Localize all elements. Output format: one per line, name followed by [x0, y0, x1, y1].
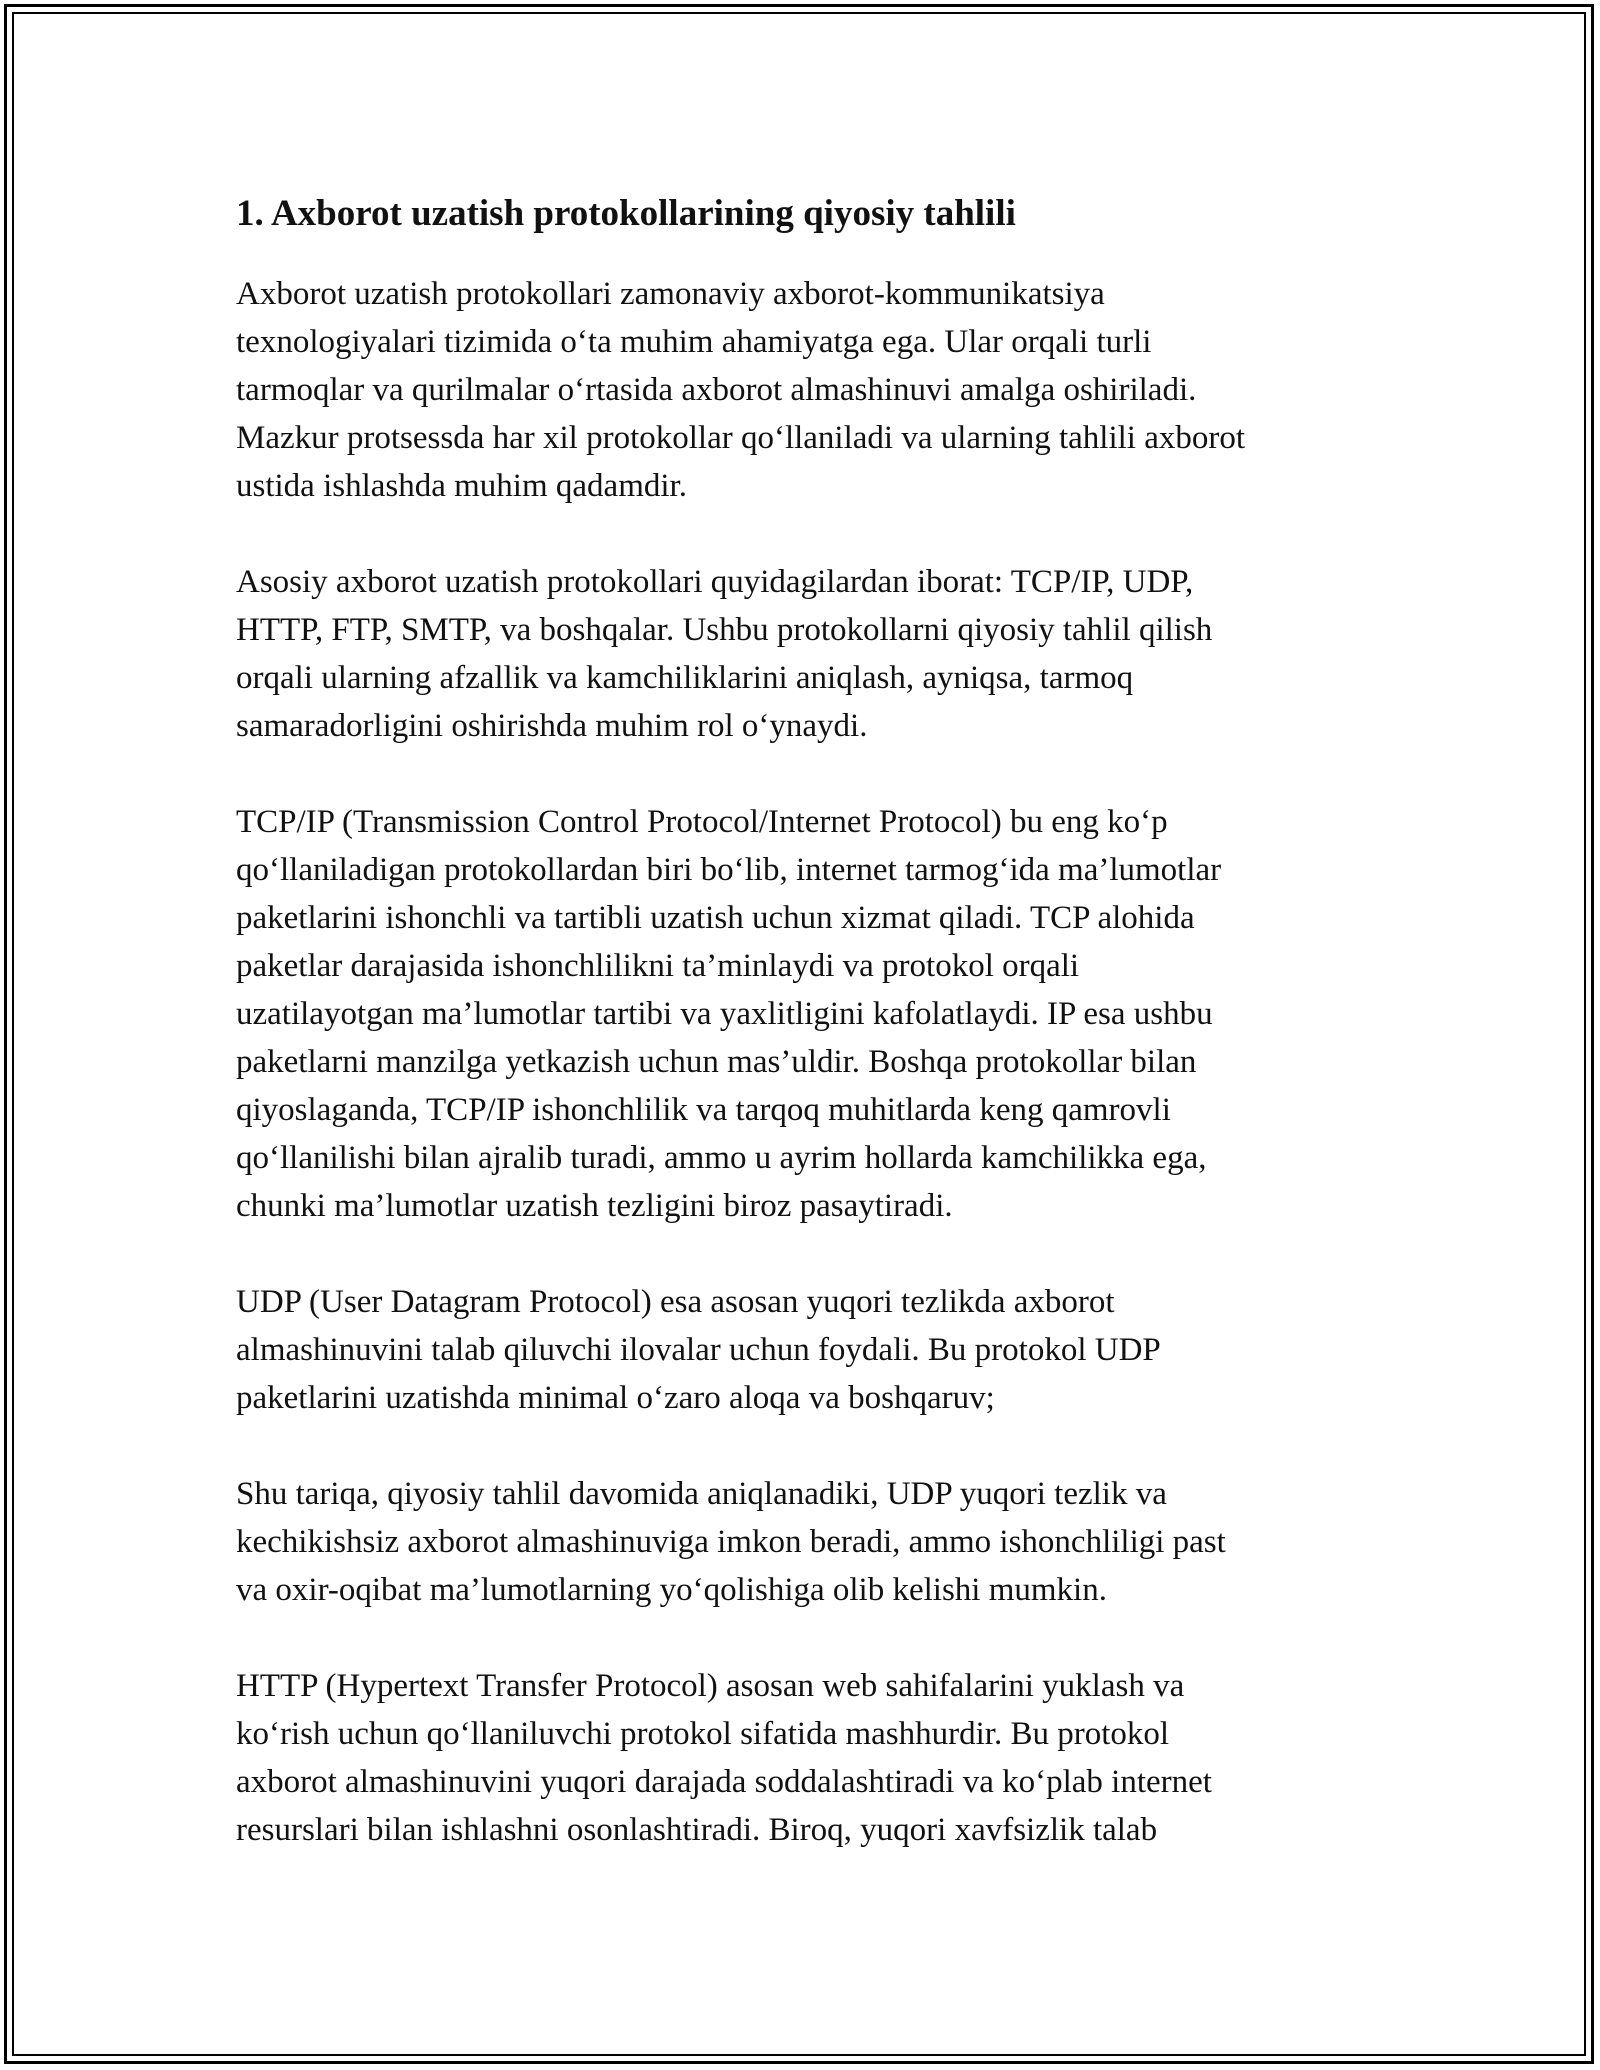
paragraph-tcp-ip: TCP/IP (Transmission Control Protocol/Internet Protocol) bu eng ko‘p qo‘llaniladigan protokollardan biri bo‘lib, internet tarmog‘ida ma’lumotlar paketlarini ishonchli va tartibli uzatish uchun xizmat qiladi. TCP alohida paketlar darajasida ishonchlilikni ta’minlaydi va protokol orqali uzatilayotgan ma’lumotlar tartibi va yaxlitligini kafolatlaydi. IP esa ushbu paketlarni manzilga yetkazish uchun mas’uldir. Boshqa protokollar bilan qiyoslaganda, TCP/IP ishonchlilik va tarqoq muhitlarda keng qamrovli qo‘llanilishi bilan ajralib turadi, ammo u ayrim hollarda kamchilikka ega, chunki ma’lumotlar uzatish tezligini biroz pasaytiradi. — [236, 804, 1222, 1224]
paragraph-http: HTTP (Hypertext Transfer Protocol) asosan web sahifalarini yuklash va ko‘rish uchun qo‘llaniluvchi protokol sifatida mashhurdir. Bu protokol axborot almashinuvini yuqori darajada soddalashtiradi va ko‘plab internet resurslari bilan ishlashni osonlashtiradi. Biroq, yuqori xavfsizlik talab — [236, 1668, 1212, 1848]
document-body — [236, 186, 1376, 1902]
paragraph-protocol-list: Asosiy axborot uzatish protokollari quyidagilardan iborat: TCP/IP, UDP, HTTP, FTP, SMTP, va boshqalar. Ushbu protokollarni qiyosiy tahlil qilish orqali ularning afzallik va kamchiliklarini aniqlash, ayniqsa, tarmoq samaradorligini oshirishda muhim rol o‘ynaydi. — [236, 564, 1213, 744]
paragraph-udp: UDP (User Datagram Protocol) esa asosan yuqori tezlikda axborot almashinuvini talab qiluvchi ilovalar uchun foydali. Bu protokol UDP paketlarini uzatishda minimal o‘zaro aloqa va boshqaruv; — [236, 1284, 1161, 1416]
paragraph-udp-conclusion: Shu tariqa, qiyosiy tahlil davomida aniqlanadiki, UDP yuqori tezlik va kechikishsiz axborot almashinuviga imkon beradi, ammo ishonchliligi past va oxir-oqibat ma’lumotlarning yo‘qolishiga olib kelishi mumkin. — [236, 1476, 1226, 1608]
section-heading: 1. Axborot uzatish protokollarining qiyosiy tahlili — [236, 193, 1016, 234]
paragraph-intro: Axborot uzatish protokollari zamonaviy axborot-kommunikatsiya texnologiyalari tizimida o‘ta muhim ahamiyatga ega. Ular orqali turli tarmoqlar va qurilmalar o‘rtasida axborot almashinuvi amalga oshiriladi. Mazkur protsessda har xil protokollar qo‘llaniladi va ularning tahlili axborot ustida ishlashda muhim qadamdir. — [236, 276, 1245, 504]
